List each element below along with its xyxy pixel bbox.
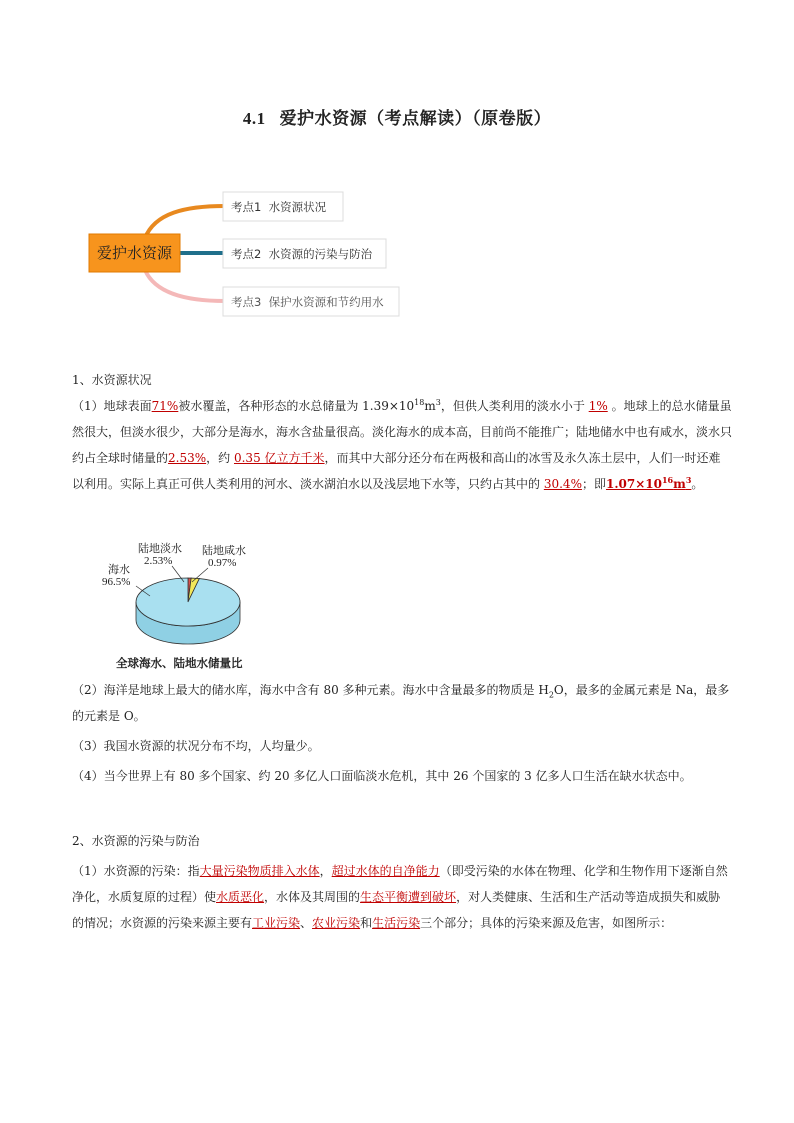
highlight-ecology: 生态平衡遭到破坏 (360, 890, 457, 904)
pie-slice-海水 (136, 578, 240, 626)
section-1 (72, 367, 732, 497)
section-1-paragraph-4: （4）当今世界上有 80 多个国家、约 20 多亿人口面临淡水危机，其中 26 个国家的 3 亿多人口生活在缺水状态中。 (72, 769, 692, 783)
label-sea-water-name: 海水 (108, 564, 130, 576)
highlight-domestic: 生活污染 (372, 916, 421, 930)
section-2 (72, 828, 732, 936)
title-text: 爱护水资源（考点解读）（原卷版） (279, 109, 552, 128)
branch-connector-3 (145, 270, 225, 301)
section-1-heading: 1、水资源状况 (72, 373, 152, 387)
highlight-industrial: 工业污染 (252, 916, 301, 930)
label-salt-water-value: 0.97% (208, 557, 237, 569)
mind-map (85, 188, 415, 323)
highlight-pollutants: 大量污染物质排入水体 (199, 864, 320, 878)
section-1-continued (72, 677, 732, 789)
water-pie-chart (100, 540, 300, 652)
label-fresh-water-value: 2.53% (144, 555, 173, 567)
mindmap-branch-label-2: 考点2 水资源的污染与防治 (231, 247, 373, 261)
highlight-agricultural: 农业污染 (312, 916, 361, 930)
highlight-water-quality: 水质恶化 (216, 890, 265, 904)
branch-connector-1 (145, 206, 225, 238)
highlight-1pct: 1% (588, 399, 608, 413)
label-sea-water-value: 96.5% (102, 576, 131, 588)
highlight-71: 71% (151, 399, 179, 413)
highlight-035: 0.35 亿立方千米 (233, 451, 325, 465)
mindmap-branch-label-3: 考点3 保护水资源和节约用水 (231, 295, 384, 309)
mindmap-branch-label-1: 考点1 水资源状况 (231, 200, 327, 214)
label-fresh-water-name: 陆地淡水 (138, 543, 182, 555)
highlight-self-purification: 超过水体的自净能力 (331, 864, 440, 878)
section-1-paragraph-2: （2）海洋是地球上最大的储水库，海水中含有 80 多种元素。海水中含量最多的物质是 $H_2O$，最多的金属元素是 Na，最多的元素是 O。 (72, 683, 730, 723)
section-2-heading: 2、水资源的污染与防治 (72, 834, 200, 848)
section-2-paragraph-1: （1）水资源的污染：指大量污染物质排入水体，超过水体的自净能力（即受污染的水体在物理、化学和生物作用下逐渐自然净化，水质复原的过程）使水质恶化，水体及其周围的生态平衡遭到破坏，对人类健康、生活和生产活动等造成损失和威胁的情况；水资源的污染来源主要有工业污染、农业污染和生活污染三个部分；具体的污染来源及危害，如图所示： (72, 864, 728, 930)
highlight-304: 30.4% (543, 477, 582, 491)
chart-caption: 全球海水、陆地水储量比 (116, 656, 243, 670)
title-number: 4.1 (242, 109, 266, 128)
label-salt-water-name: 陆地咸水 (202, 545, 246, 557)
section-1-paragraph-1: （1）地球表面71%被水覆盖，各种形态的水总储量为 $1.39\times 10^{18}m^3$，但供人类利用的淡水小于 1% 。地球上的总水储量虽然很大，但淡水很少，大部分是海水，海水含盐量很高。淡化海水的成本高，目前尚不能推广；陆地储水中也有咸水，淡水只约占全球时储量的2.53%，约 0.35 亿立方千米，而其中大部分还分布在两极和高山的冰雪及永久冻土层中，人们一时还难以利用。实际上真正可供人类利用的河水、淡水湖泊水以及浅层地下水等，只约占其中的 30.4%；即$1.07\times 10^{16}m^3$。 (72, 398, 733, 491)
highlight-107: $1.07\times 10^{16}m^3$ (605, 475, 692, 491)
page-title (0, 104, 794, 129)
mindmap-root-label: 爱护水资源 (96, 244, 173, 262)
section-1-paragraph-3: （3）我国水资源的状况分布不均，人均量少。 (72, 739, 320, 753)
highlight-253: 2.53% (168, 451, 207, 465)
